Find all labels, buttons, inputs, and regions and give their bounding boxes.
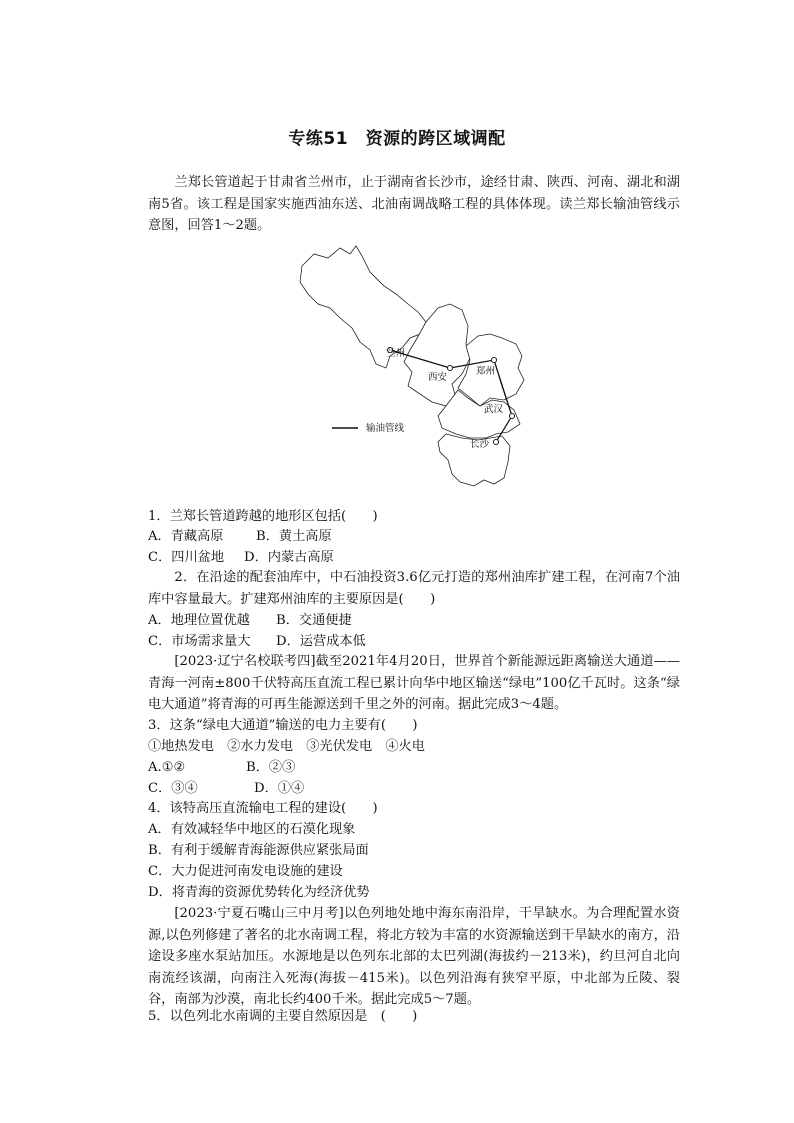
city-marker-zhengzhou bbox=[491, 357, 496, 362]
q2-stem: 2．在沿途的配套油库中，中石油投资3.6亿元打造的郑州油库扩建工程，在河南7个油库中容量最大。扩建郑州油库的主要原因是( ) bbox=[148, 570, 680, 607]
q2-option-d: D．运营成本低 bbox=[276, 634, 366, 649]
q3-stem: 3．这条“绿电大通道”输送的电力主要有( ) bbox=[148, 718, 418, 733]
q1-stem: 1．兰郑长管道跨越的地形区包括( ) bbox=[148, 509, 378, 524]
q2-option-a: A．地理位置优越 bbox=[148, 613, 250, 628]
q4-option-b: B．有利于缓解青海能源供应紧张局面 bbox=[148, 843, 369, 858]
passage-israel-water: [2023·宁夏石嘴山三中月考]以色列地处地中海东南沿岸，干旱缺水。为合理配置水资源,以色列修建了著名的北水南调工程，将北方较为丰富的水资源输送到干旱缺水的南方，沿途设多座水泵站加压。水源地是以色列东北部的太巴列湖(海拔约－213米)，约旦河自北向南流经该湖，向南注入死海(海拔－415米)。以色列沿海有狭窄平原，中北部为丘陵、裂谷，南部为沙漠，南北长约400千米。据此完成5～7题。 bbox=[148, 906, 680, 1007]
city-label-xian: 西安 bbox=[428, 372, 448, 383]
q3-option-b: B．②③ bbox=[246, 760, 296, 775]
q1-option-b: B．黄土高原 bbox=[256, 529, 332, 544]
city-label-changsha: 长沙 bbox=[470, 439, 490, 450]
pipeline-map bbox=[290, 238, 530, 488]
city-label-zhengzhou: 郑州 bbox=[476, 366, 496, 377]
q3-option-d: D．①④ bbox=[254, 781, 305, 796]
q2-options-row1 bbox=[148, 610, 352, 631]
q4-stem: 4．该特高压直流输电工程的建设( ) bbox=[148, 801, 378, 816]
q3-items: ①地热发电 ②水力发电 ③光伏发电 ④火电 bbox=[148, 739, 425, 754]
city-marker-changsha bbox=[493, 439, 498, 444]
q3-option-a: A.①② bbox=[148, 760, 186, 775]
q4-option-a: A．有效减轻华中地区的石漠化现象 bbox=[148, 822, 356, 837]
city-label-wuhan: 武汉 bbox=[484, 404, 504, 415]
page-title: 专练51 资源的跨区域调配 bbox=[288, 129, 506, 149]
passage-green-power: [2023·辽宁名校联考四]截至2021年4月20日，世界首个新能源远距离输送大通道——青海一河南±800千伏特高压直流工程已累计向华中地区输送“绿电”100亿千瓦时。这条“绿电大通道”将青海的可再生能源送到千里之外的河南。据此完成3～4题。 bbox=[148, 654, 680, 712]
city-marker-wuhan bbox=[509, 413, 514, 418]
q5-stem: 5．以色列北水南调的主要自然原因是 ( ) bbox=[148, 1009, 418, 1024]
q1-option-c: C．四川盆地 bbox=[148, 550, 225, 565]
q1-option-d: D．内蒙古高原 bbox=[244, 550, 334, 565]
q4-option-d: D．将青海的资源优势转化为经济优势 bbox=[148, 885, 370, 900]
q1-options-row1 bbox=[148, 526, 332, 547]
q4-option-c: C．大力促进河南发电设施的建设 bbox=[148, 864, 343, 879]
q3-options-row2 bbox=[148, 778, 304, 799]
q1-option-a: A．青藏高原 bbox=[148, 529, 224, 544]
gansu-province-outline bbox=[300, 246, 426, 368]
q2-option-c: C．市场需求量大 bbox=[148, 634, 251, 649]
q3-option-c: C．③④ bbox=[148, 781, 198, 796]
city-marker-xian bbox=[447, 365, 452, 370]
intro-paragraph: 兰郑长管道起于甘肃省兰州市，止于湖南省长沙市，途经甘肃、陕西、河南、湖北和湖南5省。该工程是国家实施西油东送、北油南调战略工程的具体体现。读兰郑长输油管线示意图，回答1～2题。 bbox=[148, 175, 680, 233]
legend-pipeline-label: 输油管线 bbox=[366, 423, 405, 434]
q1-options-row2 bbox=[148, 547, 334, 568]
q3-options-row1 bbox=[148, 757, 295, 778]
city-label-lanzhou: 兰州 bbox=[386, 348, 406, 359]
q2-option-b: B．交通便捷 bbox=[276, 613, 352, 628]
q2-options-row2 bbox=[148, 631, 366, 652]
